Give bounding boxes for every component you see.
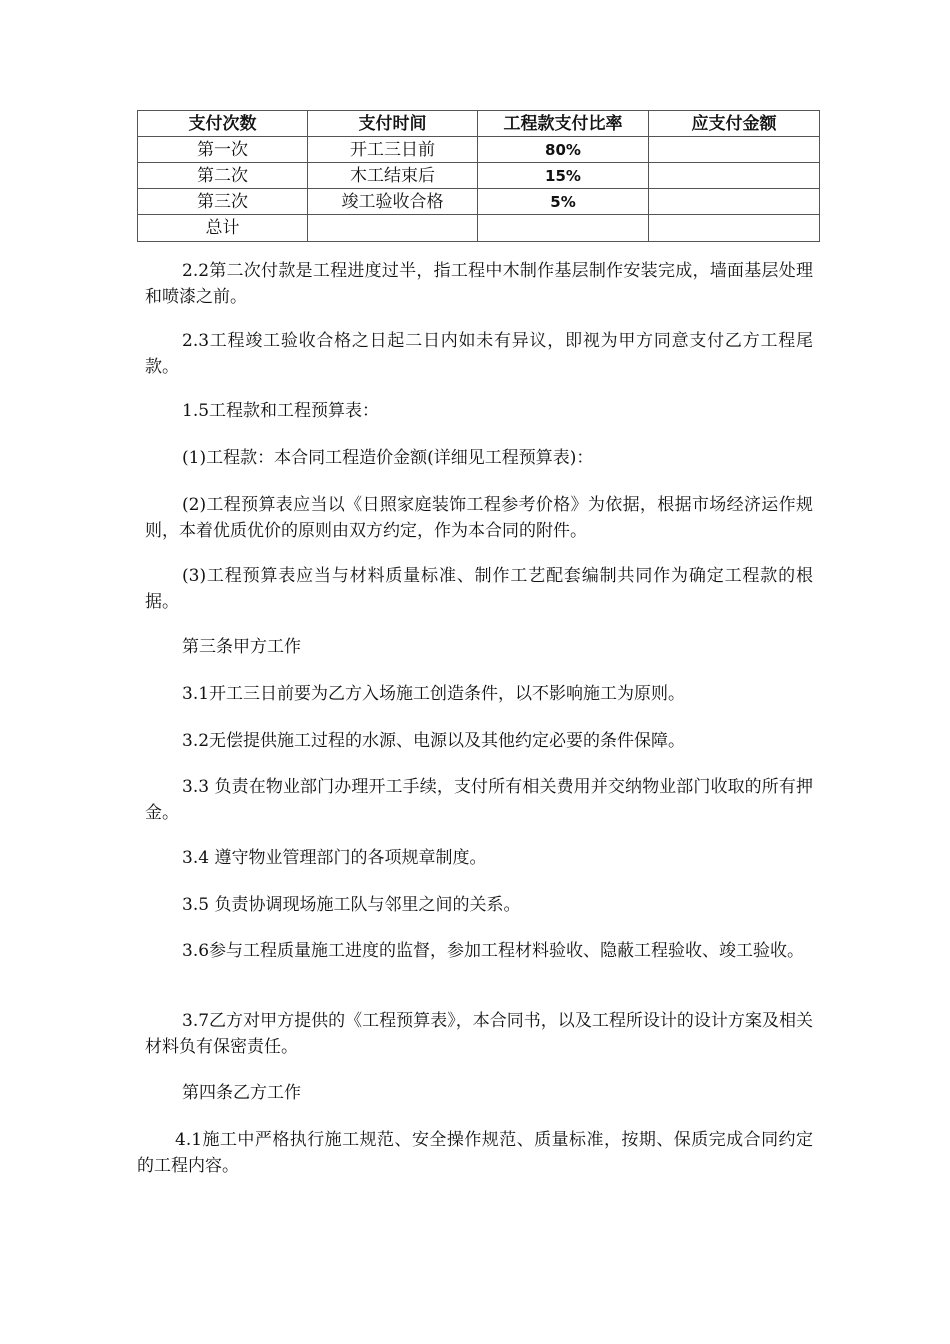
paragraph-2-3: 2.3工程竣工验收合格之日起二日内如未有异议，即视为甲方同意支付乙方工程尾款。 <box>145 331 813 377</box>
paragraph-1-5: 1.5工程款和工程预算表： <box>182 401 380 421</box>
table-row <box>138 163 820 189</box>
payment-schedule-table <box>137 110 820 242</box>
cell-payment-amount <box>649 163 820 189</box>
paragraph-item-2: (2)工程预算表应当以《日照家庭装饰工程参考价格》为依据，根据市场经济运作规则，本着优质优价的原则由双方约定，作为本合同的附件。 <box>145 495 813 541</box>
header-payment-time: 支付时间 <box>308 111 478 137</box>
cell-payment-ratio: 80% <box>478 137 649 163</box>
paragraph-4-1: 4.1施工中严格执行施工规范、安全操作规范、质量标准，按期、保质完成合同约定的工程内容。 <box>137 1130 813 1176</box>
cell-payment-ratio: 5% <box>478 189 649 215</box>
table-header-row <box>138 111 820 137</box>
table-row <box>138 137 820 163</box>
cell-payment-number: 第二次 <box>138 163 308 189</box>
header-payment-amount: 应支付金额 <box>649 111 820 137</box>
cell-payment-ratio: 15% <box>478 163 649 189</box>
cell-total-label: 总计 <box>138 215 308 242</box>
paragraph-3-2: 3.2无偿提供施工过程的水源、电源以及其他约定必要的条件保障。 <box>182 731 686 751</box>
cell-payment-amount <box>649 189 820 215</box>
paragraph-2-2: 2.2第二次付款是工程进度过半，指工程中木制作基层制作安装完成，墙面基层处理和喷漆之前。 <box>145 261 813 307</box>
cell-payment-number: 第一次 <box>138 137 308 163</box>
header-payment-ratio: 工程款支付比率 <box>478 111 649 137</box>
paragraph-item-1: (1)工程款：本合同工程造价金额(详细见工程预算表)： <box>182 448 594 468</box>
cell-total-ratio <box>478 215 649 242</box>
cell-payment-number: 第三次 <box>138 189 308 215</box>
paragraph-item-3: (3)工程预算表应当与材料质量标准、制作工艺配套编制共同作为确定工程款的根据。 <box>145 566 813 612</box>
cell-total-time <box>308 215 478 242</box>
header-payment-number: 支付次数 <box>138 111 308 137</box>
paragraph-3-1: 3.1开工三日前要为乙方入场施工创造条件，以不影响施工为原则。 <box>182 684 686 704</box>
section-heading-article-4: 第四条乙方工作 <box>182 1083 301 1103</box>
table-row <box>138 189 820 215</box>
section-heading-article-3: 第三条甲方工作 <box>182 637 301 657</box>
paragraph-3-5: 3.5 负责协调现场施工队与邻里之间的关系。 <box>182 895 521 915</box>
paragraph-3-6: 3.6参与工程质量施工进度的监督，参加工程材料验收、隐蔽工程验收、竣工验收。 <box>182 941 805 961</box>
paragraph-3-7: 3.7乙方对甲方提供的《工程预算表》，本合同书，以及工程所设计的设计方案及相关材料负有保密责任。 <box>145 1011 813 1057</box>
paragraph-3-3: 3.3 负责在物业部门办理开工手续，支付所有相关费用并交纳物业部门收取的所有押金。 <box>145 777 813 823</box>
cell-payment-time: 竣工验收合格 <box>308 189 478 215</box>
table-total-row <box>138 215 820 242</box>
cell-payment-time: 开工三日前 <box>308 137 478 163</box>
paragraph-3-4: 3.4 遵守物业管理部门的各项规章制度。 <box>182 848 487 868</box>
cell-payment-time: 木工结束后 <box>308 163 478 189</box>
cell-total-amount <box>649 215 820 242</box>
cell-payment-amount <box>649 137 820 163</box>
